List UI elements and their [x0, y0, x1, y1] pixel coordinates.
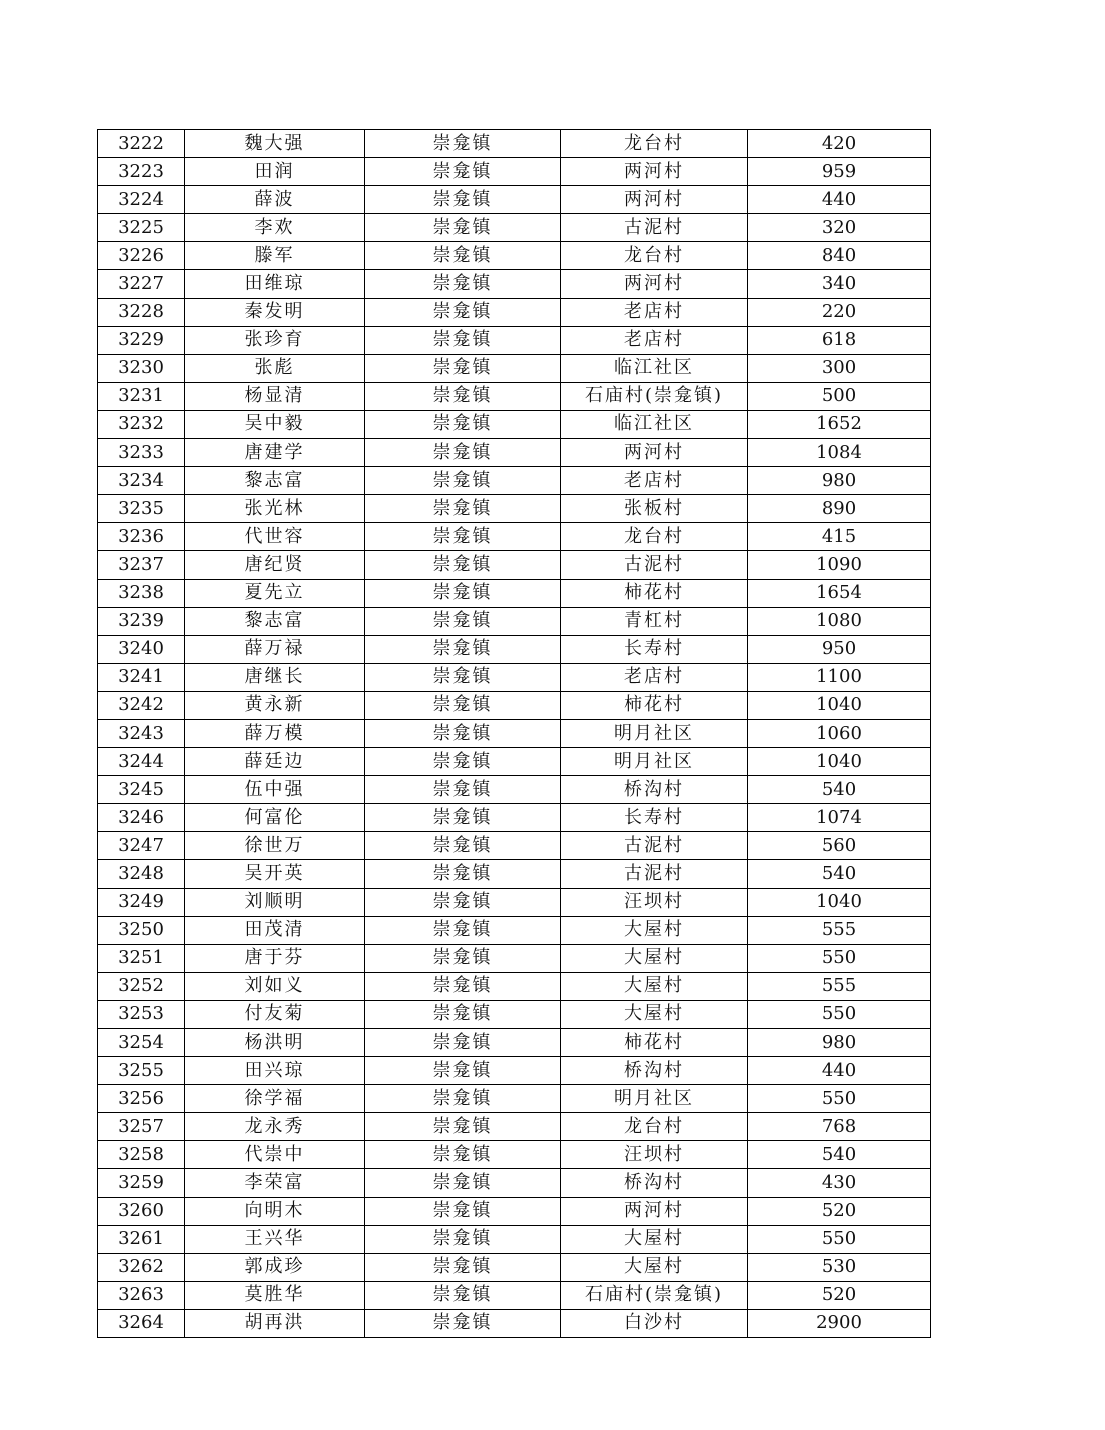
- town-cell: 崇龛镇: [365, 860, 561, 888]
- row-number-cell: 3256: [98, 1085, 185, 1113]
- row-number-cell: 3251: [98, 944, 185, 972]
- town-cell: 崇龛镇: [365, 1057, 561, 1085]
- row-number-cell: 3253: [98, 1000, 185, 1028]
- name-cell: 黎志富: [185, 467, 365, 495]
- table-row: [98, 214, 931, 242]
- name-cell: 魏大强: [185, 130, 365, 158]
- town-cell: 崇龛镇: [365, 242, 561, 270]
- village-cell: 大屋村: [561, 944, 748, 972]
- amount-cell: 555: [748, 916, 931, 944]
- row-number-cell: 3255: [98, 1057, 185, 1085]
- name-cell: 胡再洪: [185, 1309, 365, 1337]
- name-cell: 唐于芬: [185, 944, 365, 972]
- town-cell: 崇龛镇: [365, 382, 561, 410]
- village-cell: 明月社区: [561, 1085, 748, 1113]
- table-row: [98, 1113, 931, 1141]
- table-body: [98, 130, 931, 1338]
- town-cell: 崇龛镇: [365, 439, 561, 467]
- table-row: [98, 972, 931, 1000]
- row-number-cell: 3254: [98, 1029, 185, 1057]
- row-number-cell: 3227: [98, 270, 185, 298]
- village-cell: 柿花村: [561, 1029, 748, 1057]
- town-cell: 崇龛镇: [365, 691, 561, 719]
- table-row: [98, 1000, 931, 1028]
- row-number-cell: 3245: [98, 776, 185, 804]
- amount-cell: 768: [748, 1113, 931, 1141]
- name-cell: 李荣富: [185, 1169, 365, 1197]
- table-row: [98, 382, 931, 410]
- table-row: [98, 1057, 931, 1085]
- town-cell: 崇龛镇: [365, 270, 561, 298]
- table-row: [98, 1281, 931, 1309]
- name-cell: 代世容: [185, 523, 365, 551]
- amount-cell: 520: [748, 1281, 931, 1309]
- amount-cell: 1040: [748, 888, 931, 916]
- row-number-cell: 3250: [98, 916, 185, 944]
- village-cell: 石庙村(崇龛镇): [561, 382, 748, 410]
- town-cell: 崇龛镇: [365, 719, 561, 747]
- village-cell: 柿花村: [561, 579, 748, 607]
- row-number-cell: 3230: [98, 354, 185, 382]
- amount-cell: 340: [748, 270, 931, 298]
- name-cell: 薛万禄: [185, 635, 365, 663]
- town-cell: 崇龛镇: [365, 158, 561, 186]
- village-cell: 青杠村: [561, 607, 748, 635]
- row-number-cell: 3249: [98, 888, 185, 916]
- row-number-cell: 3226: [98, 242, 185, 270]
- amount-cell: 420: [748, 130, 931, 158]
- row-number-cell: 3236: [98, 523, 185, 551]
- village-cell: 临江社区: [561, 410, 748, 438]
- amount-cell: 1060: [748, 719, 931, 747]
- amount-cell: 1654: [748, 579, 931, 607]
- table-row: [98, 1225, 931, 1253]
- village-cell: 柿花村: [561, 691, 748, 719]
- table-row: [98, 523, 931, 551]
- village-cell: 大屋村: [561, 1000, 748, 1028]
- village-cell: 大屋村: [561, 972, 748, 1000]
- name-cell: 代崇中: [185, 1141, 365, 1169]
- town-cell: 崇龛镇: [365, 1141, 561, 1169]
- town-cell: 崇龛镇: [365, 916, 561, 944]
- table-row: [98, 1309, 931, 1337]
- town-cell: 崇龛镇: [365, 130, 561, 158]
- village-cell: 明月社区: [561, 719, 748, 747]
- row-number-cell: 3232: [98, 410, 185, 438]
- table-row: [98, 579, 931, 607]
- table-row: [98, 242, 931, 270]
- town-cell: 崇龛镇: [365, 972, 561, 1000]
- town-cell: 崇龛镇: [365, 214, 561, 242]
- name-cell: 张珍育: [185, 326, 365, 354]
- amount-cell: 440: [748, 1057, 931, 1085]
- row-number-cell: 3244: [98, 748, 185, 776]
- name-cell: 莫胜华: [185, 1281, 365, 1309]
- row-number-cell: 3260: [98, 1197, 185, 1225]
- row-number-cell: 3234: [98, 467, 185, 495]
- amount-cell: 550: [748, 1085, 931, 1113]
- table-row: [98, 860, 931, 888]
- town-cell: 崇龛镇: [365, 663, 561, 691]
- name-cell: 徐世万: [185, 832, 365, 860]
- table-row: [98, 186, 931, 214]
- amount-cell: 440: [748, 186, 931, 214]
- table-row: [98, 607, 931, 635]
- town-cell: 崇龛镇: [365, 326, 561, 354]
- amount-cell: 320: [748, 214, 931, 242]
- amount-cell: 890: [748, 495, 931, 523]
- amount-cell: 1652: [748, 410, 931, 438]
- amount-cell: 415: [748, 523, 931, 551]
- row-number-cell: 3222: [98, 130, 185, 158]
- village-cell: 老店村: [561, 467, 748, 495]
- name-cell: 伍中强: [185, 776, 365, 804]
- village-cell: 古泥村: [561, 214, 748, 242]
- table-row: [98, 495, 931, 523]
- town-cell: 崇龛镇: [365, 1309, 561, 1337]
- name-cell: 刘如义: [185, 972, 365, 1000]
- name-cell: 郭成珍: [185, 1253, 365, 1281]
- town-cell: 崇龛镇: [365, 607, 561, 635]
- village-cell: 大屋村: [561, 1253, 748, 1281]
- name-cell: 杨洪明: [185, 1029, 365, 1057]
- name-cell: 王兴华: [185, 1225, 365, 1253]
- name-cell: 唐纪贤: [185, 551, 365, 579]
- name-cell: 唐建学: [185, 439, 365, 467]
- village-cell: 临江社区: [561, 354, 748, 382]
- name-cell: 张光林: [185, 495, 365, 523]
- amount-cell: 840: [748, 242, 931, 270]
- row-number-cell: 3248: [98, 860, 185, 888]
- name-cell: 秦发明: [185, 298, 365, 326]
- village-cell: 龙台村: [561, 1113, 748, 1141]
- name-cell: 李欢: [185, 214, 365, 242]
- name-cell: 夏先立: [185, 579, 365, 607]
- row-number-cell: 3240: [98, 635, 185, 663]
- row-number-cell: 3233: [98, 439, 185, 467]
- name-cell: 徐学福: [185, 1085, 365, 1113]
- amount-cell: 550: [748, 944, 931, 972]
- amount-cell: 1040: [748, 748, 931, 776]
- row-number-cell: 3241: [98, 663, 185, 691]
- town-cell: 崇龛镇: [365, 523, 561, 551]
- name-cell: 唐继长: [185, 663, 365, 691]
- town-cell: 崇龛镇: [365, 1000, 561, 1028]
- amount-cell: 430: [748, 1169, 931, 1197]
- table-row: [98, 1169, 931, 1197]
- row-number-cell: 3242: [98, 691, 185, 719]
- name-cell: 滕军: [185, 242, 365, 270]
- town-cell: 崇龛镇: [365, 186, 561, 214]
- town-cell: 崇龛镇: [365, 551, 561, 579]
- village-cell: 汪坝村: [561, 888, 748, 916]
- table-row: [98, 326, 931, 354]
- name-cell: 田茂清: [185, 916, 365, 944]
- row-number-cell: 3259: [98, 1169, 185, 1197]
- village-cell: 长寿村: [561, 804, 748, 832]
- town-cell: 崇龛镇: [365, 1113, 561, 1141]
- village-cell: 汪坝村: [561, 1141, 748, 1169]
- row-number-cell: 3257: [98, 1113, 185, 1141]
- town-cell: 崇龛镇: [365, 1253, 561, 1281]
- row-number-cell: 3243: [98, 719, 185, 747]
- town-cell: 崇龛镇: [365, 944, 561, 972]
- table-row: [98, 1141, 931, 1169]
- row-number-cell: 3237: [98, 551, 185, 579]
- town-cell: 崇龛镇: [365, 1281, 561, 1309]
- row-number-cell: 3246: [98, 804, 185, 832]
- amount-cell: 980: [748, 1029, 931, 1057]
- village-cell: 两河村: [561, 439, 748, 467]
- town-cell: 崇龛镇: [365, 888, 561, 916]
- name-cell: 田维琼: [185, 270, 365, 298]
- row-number-cell: 3228: [98, 298, 185, 326]
- table-row: [98, 776, 931, 804]
- town-cell: 崇龛镇: [365, 495, 561, 523]
- name-cell: 田兴琼: [185, 1057, 365, 1085]
- amount-cell: 540: [748, 1141, 931, 1169]
- table-row: [98, 1253, 931, 1281]
- table-row: [98, 467, 931, 495]
- amount-cell: 540: [748, 860, 931, 888]
- town-cell: 崇龛镇: [365, 579, 561, 607]
- village-cell: 老店村: [561, 326, 748, 354]
- table-row: [98, 916, 931, 944]
- village-cell: 桥沟村: [561, 1169, 748, 1197]
- table-row: [98, 270, 931, 298]
- amount-cell: 950: [748, 635, 931, 663]
- row-number-cell: 3235: [98, 495, 185, 523]
- amount-cell: 618: [748, 326, 931, 354]
- village-cell: 石庙村(崇龛镇): [561, 1281, 748, 1309]
- amount-cell: 560: [748, 832, 931, 860]
- name-cell: 龙永秀: [185, 1113, 365, 1141]
- town-cell: 崇龛镇: [365, 354, 561, 382]
- village-cell: 龙台村: [561, 242, 748, 270]
- name-cell: 张彪: [185, 354, 365, 382]
- table-row: [98, 748, 931, 776]
- village-cell: 老店村: [561, 663, 748, 691]
- amount-cell: 500: [748, 382, 931, 410]
- table-row: [98, 691, 931, 719]
- village-cell: 长寿村: [561, 635, 748, 663]
- town-cell: 崇龛镇: [365, 776, 561, 804]
- town-cell: 崇龛镇: [365, 1225, 561, 1253]
- name-cell: 薛廷边: [185, 748, 365, 776]
- table-row: [98, 439, 931, 467]
- row-number-cell: 3239: [98, 607, 185, 635]
- table-row: [98, 410, 931, 438]
- table-row: [98, 944, 931, 972]
- amount-cell: 550: [748, 1225, 931, 1253]
- table-row: [98, 354, 931, 382]
- village-cell: 张板村: [561, 495, 748, 523]
- name-cell: 向明木: [185, 1197, 365, 1225]
- village-cell: 两河村: [561, 1197, 748, 1225]
- village-cell: 老店村: [561, 298, 748, 326]
- village-cell: 两河村: [561, 158, 748, 186]
- town-cell: 崇龛镇: [365, 467, 561, 495]
- row-number-cell: 3247: [98, 832, 185, 860]
- table-row: [98, 298, 931, 326]
- name-cell: 吴开英: [185, 860, 365, 888]
- village-cell: 两河村: [561, 186, 748, 214]
- name-cell: 黎志富: [185, 607, 365, 635]
- amount-cell: 980: [748, 467, 931, 495]
- village-cell: 桥沟村: [561, 776, 748, 804]
- name-cell: 黄永新: [185, 691, 365, 719]
- town-cell: 崇龛镇: [365, 1169, 561, 1197]
- village-cell: 古泥村: [561, 551, 748, 579]
- table-row: [98, 888, 931, 916]
- village-cell: 大屋村: [561, 1225, 748, 1253]
- amount-cell: 1040: [748, 691, 931, 719]
- name-cell: 田润: [185, 158, 365, 186]
- amount-cell: 220: [748, 298, 931, 326]
- village-cell: 大屋村: [561, 916, 748, 944]
- village-cell: 龙台村: [561, 523, 748, 551]
- amount-cell: 555: [748, 972, 931, 1000]
- name-cell: 付友菊: [185, 1000, 365, 1028]
- table-row: [98, 663, 931, 691]
- row-number-cell: 3258: [98, 1141, 185, 1169]
- town-cell: 崇龛镇: [365, 1029, 561, 1057]
- table-row: [98, 719, 931, 747]
- row-number-cell: 3264: [98, 1309, 185, 1337]
- town-cell: 崇龛镇: [365, 832, 561, 860]
- table-row: [98, 832, 931, 860]
- town-cell: 崇龛镇: [365, 748, 561, 776]
- row-number-cell: 3263: [98, 1281, 185, 1309]
- village-cell: 桥沟村: [561, 1057, 748, 1085]
- town-cell: 崇龛镇: [365, 1197, 561, 1225]
- row-number-cell: 3231: [98, 382, 185, 410]
- amount-cell: 2900: [748, 1309, 931, 1337]
- amount-cell: 1084: [748, 439, 931, 467]
- town-cell: 崇龛镇: [365, 804, 561, 832]
- table-row: [98, 1085, 931, 1113]
- row-number-cell: 3262: [98, 1253, 185, 1281]
- name-cell: 薛波: [185, 186, 365, 214]
- town-cell: 崇龛镇: [365, 635, 561, 663]
- table-row: [98, 158, 931, 186]
- village-cell: 龙台村: [561, 130, 748, 158]
- row-number-cell: 3238: [98, 579, 185, 607]
- amount-cell: 550: [748, 1000, 931, 1028]
- amount-cell: 1090: [748, 551, 931, 579]
- amount-cell: 530: [748, 1253, 931, 1281]
- table-row: [98, 804, 931, 832]
- town-cell: 崇龛镇: [365, 1085, 561, 1113]
- amount-cell: 520: [748, 1197, 931, 1225]
- village-cell: 古泥村: [561, 860, 748, 888]
- village-cell: 白沙村: [561, 1309, 748, 1337]
- row-number-cell: 3252: [98, 972, 185, 1000]
- town-cell: 崇龛镇: [365, 410, 561, 438]
- row-number-cell: 3229: [98, 326, 185, 354]
- amount-cell: 1074: [748, 804, 931, 832]
- town-cell: 崇龛镇: [365, 298, 561, 326]
- table-row: [98, 1197, 931, 1225]
- amount-cell: 540: [748, 776, 931, 804]
- table-row: [98, 1029, 931, 1057]
- village-cell: 古泥村: [561, 832, 748, 860]
- row-number-cell: 3225: [98, 214, 185, 242]
- row-number-cell: 3223: [98, 158, 185, 186]
- amount-cell: 959: [748, 158, 931, 186]
- row-number-cell: 3261: [98, 1225, 185, 1253]
- data-table: [97, 129, 931, 1338]
- table-row: [98, 635, 931, 663]
- amount-cell: 300: [748, 354, 931, 382]
- table-row: [98, 130, 931, 158]
- name-cell: 杨显清: [185, 382, 365, 410]
- village-cell: 两河村: [561, 270, 748, 298]
- name-cell: 刘顺明: [185, 888, 365, 916]
- name-cell: 薛万模: [185, 719, 365, 747]
- row-number-cell: 3224: [98, 186, 185, 214]
- table-row: [98, 551, 931, 579]
- name-cell: 吴中毅: [185, 410, 365, 438]
- amount-cell: 1080: [748, 607, 931, 635]
- village-cell: 明月社区: [561, 748, 748, 776]
- name-cell: 何富伦: [185, 804, 365, 832]
- amount-cell: 1100: [748, 663, 931, 691]
